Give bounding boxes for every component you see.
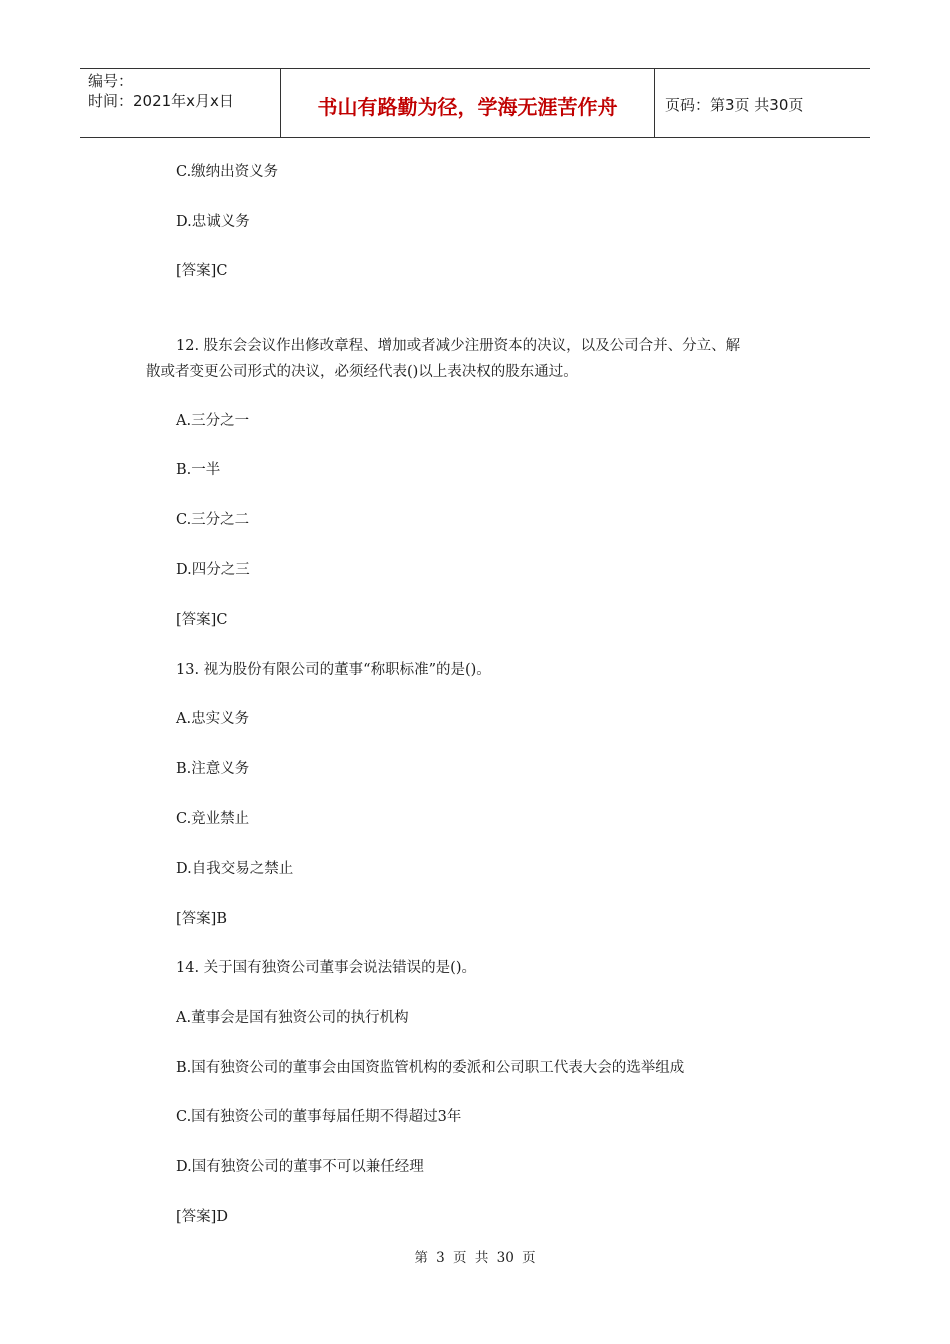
answer-line: [答案]D bbox=[176, 1209, 228, 1225]
option-line: A.董事会是国有独资公司的执行机构 bbox=[176, 1010, 409, 1026]
header-motto: 书山有路勤为径，学海无涯苦作舟 bbox=[281, 69, 655, 137]
header-date-label: 时间：2021年x月x日 bbox=[88, 92, 234, 110]
option-line: C.国有独资公司的董事每届任期不得超过3年 bbox=[176, 1109, 462, 1125]
header-meta bbox=[80, 69, 281, 137]
question-line: 13. 视为股份有限公司的董事“称职标准”的是()。 bbox=[176, 662, 491, 678]
option-line: A.三分之一 bbox=[176, 413, 250, 429]
option-line: D.国有独资公司的董事不可以兼任经理 bbox=[176, 1159, 424, 1175]
option-line: C.缴纳出资义务 bbox=[176, 164, 279, 180]
header-number-label: 编号： bbox=[88, 72, 134, 90]
option-line: C.三分之二 bbox=[176, 512, 250, 528]
answer-line: [答案]C bbox=[176, 263, 228, 279]
option-line: D.忠诚义务 bbox=[176, 214, 250, 230]
question-line: 散或者变更公司形式的决议，必须经代表()以上表决权的股东通过。 bbox=[146, 364, 578, 380]
option-line: B.一半 bbox=[176, 462, 221, 478]
question-line: 14. 关于国有独资公司董事会说法错误的是()。 bbox=[176, 960, 476, 976]
option-line: D.四分之三 bbox=[176, 562, 250, 578]
option-line: C.竞业禁止 bbox=[176, 811, 250, 827]
answer-line: [答案]C bbox=[176, 612, 228, 628]
page-footer: 第 3 页 共 30 页 bbox=[414, 1250, 536, 1266]
answer-line: [答案]B bbox=[176, 911, 227, 927]
header-page-label: 页码：第3页 共30页 bbox=[665, 95, 804, 114]
option-line: B.注意义务 bbox=[176, 761, 250, 777]
option-line: A.忠实义务 bbox=[176, 711, 250, 727]
option-line: D.自我交易之禁止 bbox=[176, 861, 294, 877]
option-line: B.国有独资公司的董事会由国资监管机构的委派和公司职工代表大会的选举组成 bbox=[176, 1060, 685, 1076]
page-header bbox=[80, 68, 870, 138]
question-line: 12. 股东会会议作出修改章程、增加或者减少注册资本的决议，以及公司合并、分立、解 bbox=[176, 338, 741, 354]
